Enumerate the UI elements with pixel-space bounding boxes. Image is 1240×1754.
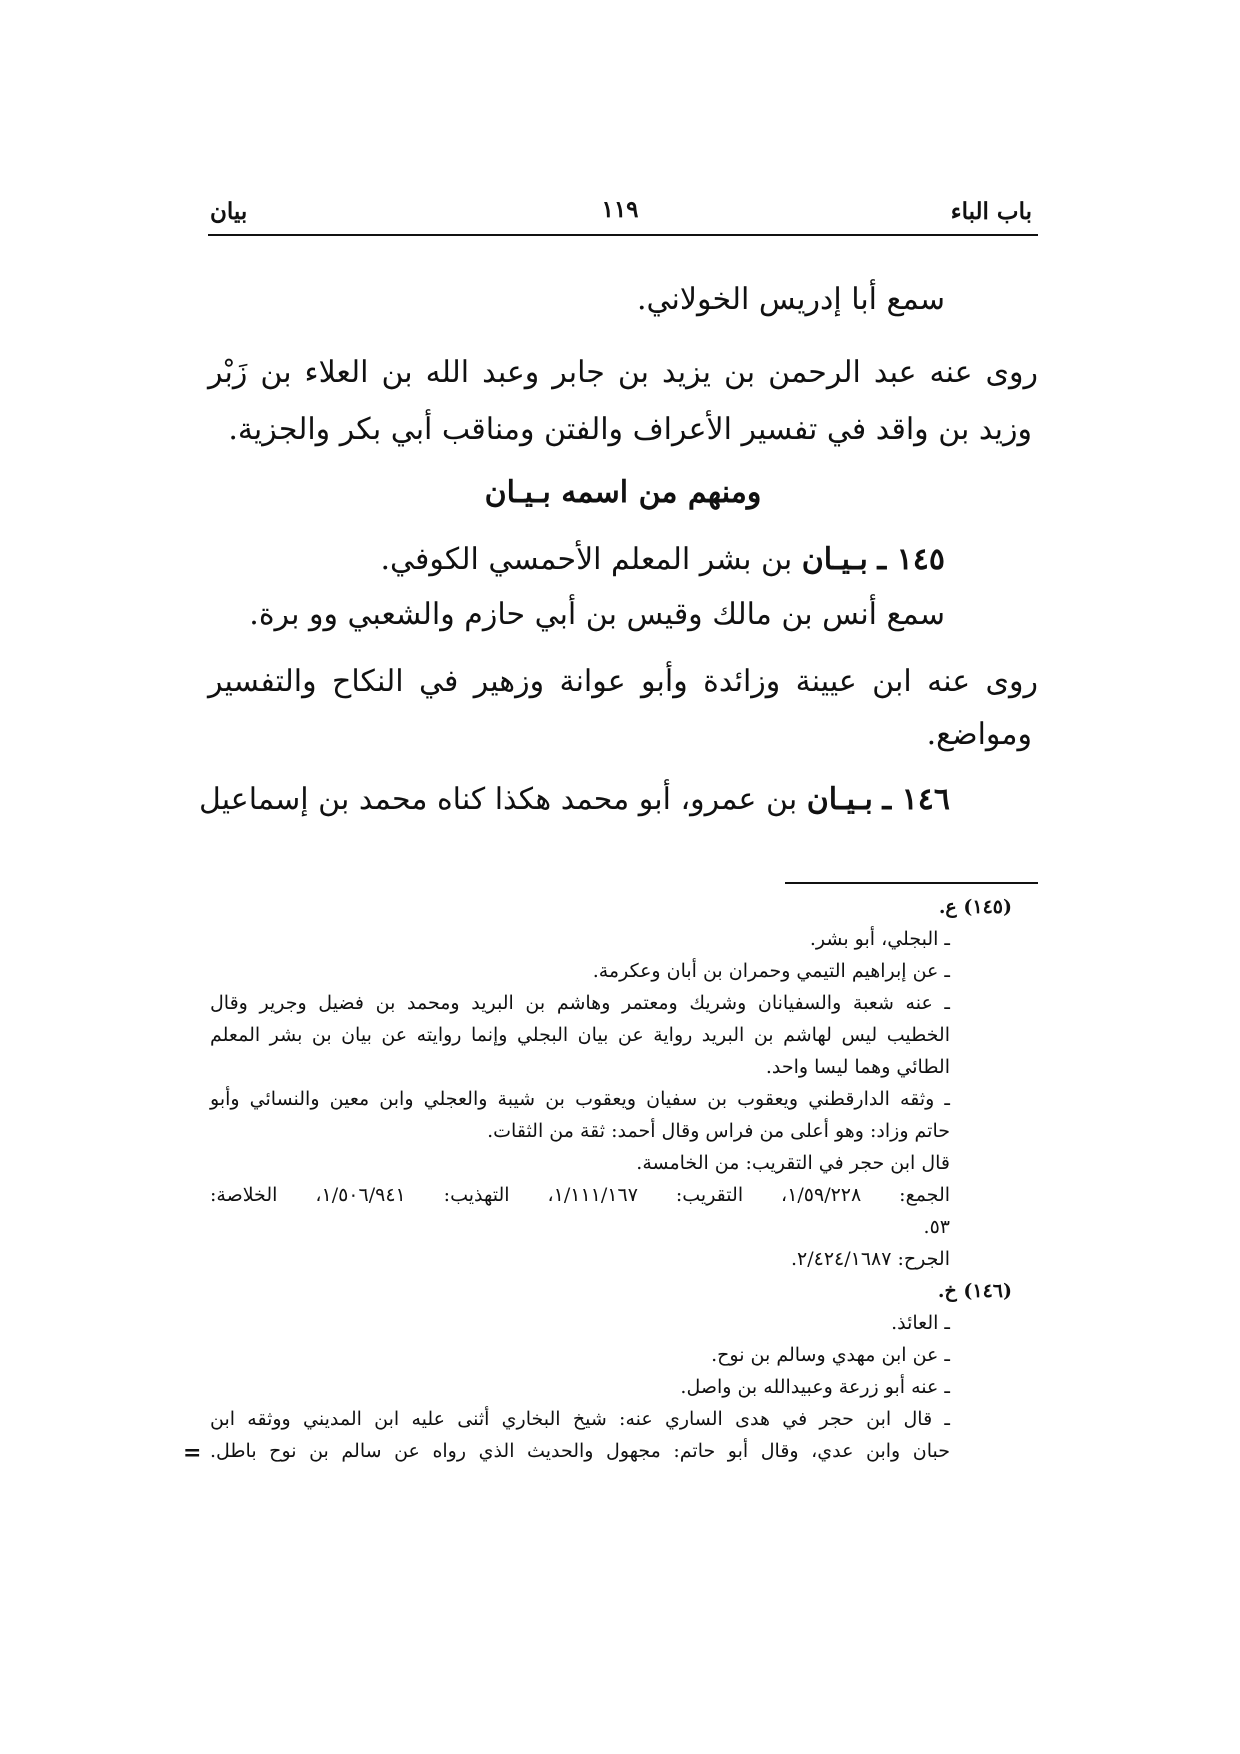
body-line-7: ومواضع.: [926, 717, 1032, 752]
footnote-line: الطائي وهما ليسا واحد.: [765, 1056, 950, 1078]
header-left: بيان: [210, 198, 248, 225]
footnote-line: قال ابن حجر في التقريب: من الخامسة.: [636, 1152, 950, 1174]
body-line-6: روى عنه ابن عيينة وزائدة وأبو عوانة وزهير في النكاح والتفسير: [208, 664, 1038, 699]
footnote-145-marker: (١٤٥) ع.: [938, 896, 1012, 918]
section-heading: ومنهم من اسمه بـيـان: [484, 475, 762, 510]
footnote-line: ـ عنه أبو زرعة وعبيدالله بن واصل.: [680, 1376, 950, 1398]
continuation-marker: =: [183, 1440, 202, 1466]
footnote-line: الجرح: ٢/٤٢٤/١٦٨٧.: [790, 1248, 950, 1270]
footnote-146-marker: (١٤٦) خ.: [937, 1280, 1012, 1302]
entry-146-heading: [199, 782, 950, 817]
page-number: ١١٩: [601, 196, 639, 223]
entry-146-number: ١٤٦ ـ: [882, 782, 950, 817]
footnote-line: ـ عن ابن مهدي وسالم بن نوح.: [711, 1344, 950, 1366]
entry-145-number: ١٤٥ ـ: [877, 542, 945, 577]
footnote-line: ٥٣.: [923, 1216, 950, 1238]
header-right: باب الباء: [950, 198, 1032, 225]
entry-146-text: بن عمرو، أبو محمد هكذا كناه محمد بن إسماعيل: [199, 782, 798, 817]
footnote-line: ـ عنه شعبة والسفيانان وشريك ومعتمر وهاشم بن البريد ومحمد بن فضيل وجرير وقال: [210, 992, 950, 1014]
footnote-line: الجمع: ١/٥٩/٢٢٨، التقريب: ١/١١١/١٦٧، التهذيب: ١/٥٠٦/٩٤١، الخلاصة:: [210, 1184, 951, 1206]
footnote-line: الخطيب ليس لهاشم بن البريد رواية عن بيان البجلي وإنما روايته عن بيان بن بشر المعلم: [210, 1024, 950, 1046]
footnote-line: ـ عن إبراهيم التيمي وحمران بن أبان وعكرمة.: [592, 960, 950, 982]
footnote-line: حاتم وزاد: وهو أعلى من فراس وقال أحمد: ثقة من الثقات.: [487, 1120, 950, 1142]
entry-145-heading: [380, 542, 945, 577]
footnote-line: ـ قال ابن حجر في هدى الساري عنه: شيخ البخاري أثنى عليه ابن المديني ووثقه ابن: [210, 1408, 950, 1430]
body-line-3: وزيد بن واقد في تفسير الأعراف والفتن ومناقب أبي بكر والجزية.: [228, 412, 1032, 447]
entry-145-text: بن بشر المعلم الأحمسي الكوفي.: [380, 542, 793, 577]
entry-146-name: بـيـان: [806, 782, 873, 817]
body-line-5: سمع أنس بن مالك وقيس بن أبي حازم والشعبي وو برة.: [249, 597, 945, 632]
body-line-2: روى عنه عبد الرحمن بن يزيد بن جابر وعبد الله بن العلاء بن زَبْر: [208, 355, 1038, 390]
footnote-line: ـ البجلي، أبو بشر.: [809, 928, 950, 950]
header-rule: [208, 234, 1038, 236]
footnote-line: ـ وثقه الدارقطني ويعقوب بن سفيان ويعقوب بن شيبة والعجلي وابن معين والنسائي وأبو: [210, 1088, 950, 1110]
footnote-line: ـ العائذ.: [891, 1312, 950, 1334]
footnote-separator: [785, 882, 1038, 884]
footnote-line: حبان وابن عدي، وقال أبو حاتم: مجهول والحديث الذي رواه عن سالم بن نوح باطل.: [210, 1440, 950, 1462]
body-line-1: سمع أبا إدريس الخولاني.: [637, 282, 945, 317]
entry-145-name: بـيـان: [801, 542, 868, 577]
